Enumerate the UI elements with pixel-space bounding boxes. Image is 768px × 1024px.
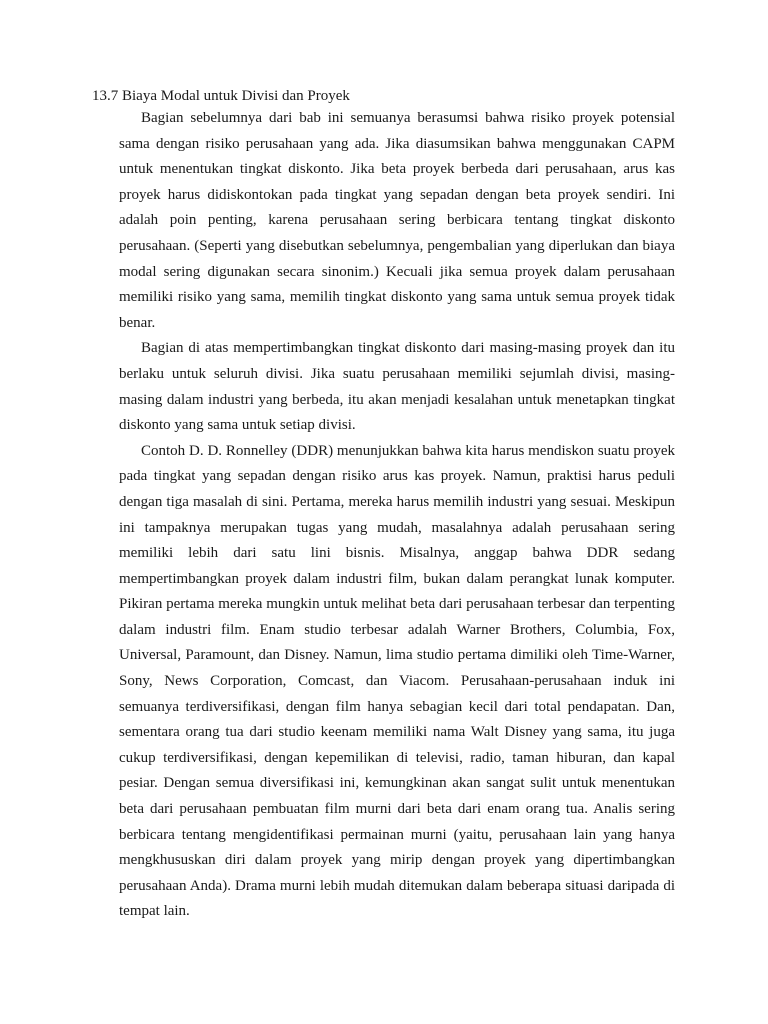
paragraph-ddr-example: Contoh D. D. Ronnelley (DDR) menunjukkan bahwa kita harus mendiskon suatu proyek pada tingkat yang sepadan dengan risiko arus kas proyek. Namun, praktisi harus peduli dengan tiga masalah di sini. Pertama, mereka harus memilih industri yang sesuai. Meskipun ini tampaknya merupakan tugas yang mudah, masalahnya adalah perusahaan sering memiliki lebih dari satu lini bisnis. Misalnya, anggap bahwa DDR sedang mempertimbangkan proyek dalam industri film, bukan dalam perangkat lunak komputer. Pikiran pertama mereka mungkin untuk melihat beta dari perusahaan terbesar dan terpenting dalam industri film. Enam studio terbesar adalah Warner Brothers, Columbia, Fox, Universal, Paramount, dan Disney. Namun, lima studio pertama dimiliki oleh Time-Warner, Sony, News Corporation, Comcast, dan Viacom. Perusahaan-perusahaan induk ini semuanya terdiversifikasi, dengan film hanya sebagian kecil dari total pendapatan. Dan, sementara orang tua dari studio keenam memiliki nama Walt Disney yang sama, itu juga cukup terdiversifikasi, dengan kepemilikan di televisi, radio, taman hiburan, dan kapal pesiar. Dengan semua diversifikasi ini, kemungkinan akan sangat sulit untuk menentukan beta dari perusahaan pembuatan film murni dari beta dari enam orang tua. Analis sering berbicara tentang mengidentifikasi permainan murni (yaitu, perusahaan lain yang hanya mengkhususkan diri dalam proyek yang mirip dengan proyek yang dipertimbangkan perusahaan Anda). Drama murni lebih mudah ditemukan dalam beberapa situasi daripada di tempat lain. (119, 442, 675, 920)
paragraph-divisions: Bagian di atas mempertimbangkan tingkat diskonto dari masing-masing proyek dan itu berlaku untuk seluruh divisi. Jika suatu perusahaan memiliki sejumlah divisi, masing-masing dalam industri yang berbeda, itu akan menjadi kesalahan untuk menetapkan tingkat diskonto yang sama untuk setiap divisi. (119, 340, 675, 434)
paragraph-assumption: Bagian sebelumnya dari bab ini semuanya berasumsi bahwa risiko proyek potensial sama dengan risiko perusahaan yang ada. Jika diasumsikan bahwa menggunakan CAPM untuk menentukan tingkat diskonto. Jika beta proyek berbeda dari perusahaan, arus kas proyek harus didiskontokan pada tingkat yang sepadan dengan beta proyek sendiri. Ini adalah poin penting, karena perusahaan sering berbicara tentang tingkat diskonto perusahaan. (Seperti yang disebutkan sebelumnya, pengembalian yang diperlukan dan biaya modal sering digunakan secara sinonim.) Kecuali jika semua proyek dalam perusahaan memiliki risiko yang sama, memilih tingkat diskonto yang sama untuk semua proyek tidak benar. (119, 110, 675, 331)
section-heading: 13.7 Biaya Modal untuk Divisi dan Proyek (92, 88, 350, 104)
section-body (119, 106, 675, 925)
